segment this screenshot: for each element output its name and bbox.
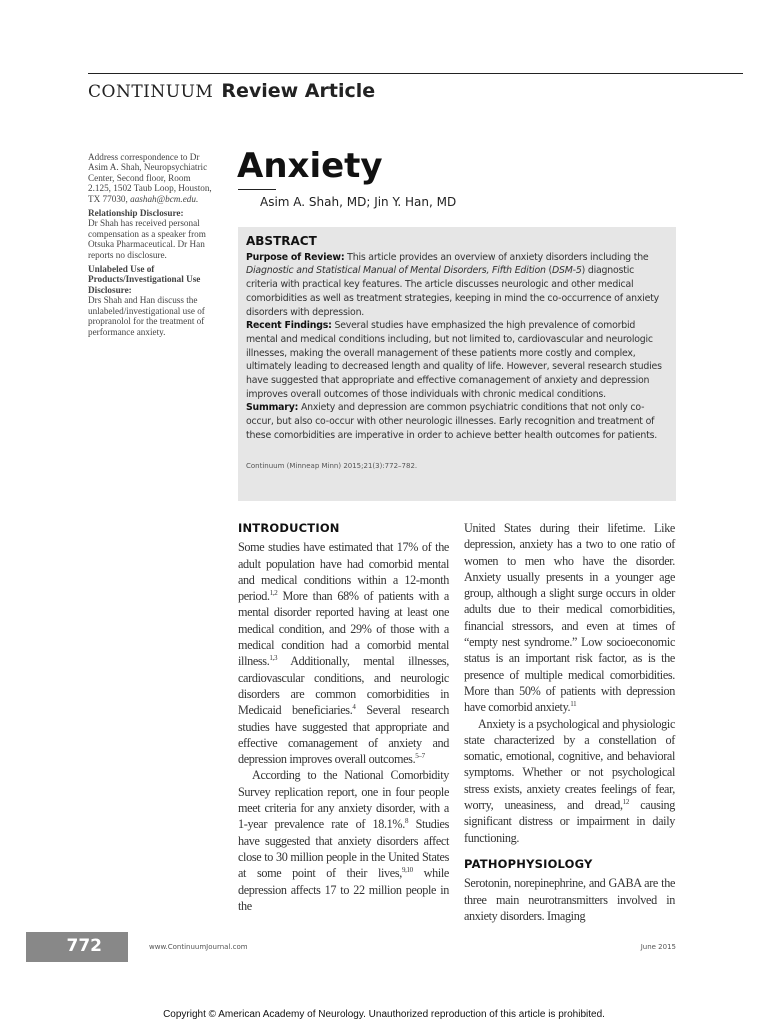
relationship-text: Dr Shah has received personal compensation as a speaker from Otsuka Pharmaceutical. Dr Han reports no disclosure. [88,218,206,260]
findings-label: Recent Findings: [246,320,332,332]
intro-paragraph-3 [464,716,675,846]
p1-text-d: Several research studies have suggested that appropriate and effective comanagement of anxiety and depression improves overall outcomes. [238,703,449,767]
page-number: 772 [66,936,102,956]
p3-text-b: causing significant distress or impairment in daily functioning. [464,798,675,845]
purpose-label: Purpose of Review: [246,251,345,263]
unlabeled-text: Drs Shah and Han discuss the unlabeled/investigational use of propranolol for the treatment of performance anxiety. [88,295,205,337]
introduction-heading: INTRODUCTION [238,521,340,535]
pathophysiology-paragraph: Serotonin, norepinephrine, and GABA are the three main neurotransmitters involved in anxiety disorders. Imaging [464,876,675,923]
summary-text: Anxiety and depression are common psychiatric conditions that not only co-occur, but also co-occur with other neurologic illnesses. Early recognition and treatment of these comorbidities are imperative in order to achieve better health outcomes for patients. [246,402,658,441]
article-authors: Asim A. Shah, MD; Jin Y. Han, MD [260,195,457,209]
summary-label: Summary: [246,402,299,414]
correspondence-email[interactable]: aashah@bcm.edu. [130,193,199,204]
ref-4[interactable]: 4 [352,703,356,712]
publication-date: June 2015 [640,943,676,951]
purpose-manual-title: Diagnostic and Statistical Manual of Mental Disorders, Fifth Edition [246,265,546,277]
purpose-dsm: DSM-5 [551,265,582,277]
copyright-notice: Copyright © American Academy of Neurology. Unauthorized reproduction of this article is prohibited. [163,1009,605,1020]
ref-1-3[interactable]: 1,3 [269,654,278,663]
ref-8[interactable]: 8 [404,817,409,826]
p1-text-a: Some studies have estimated that 17% of the adult population have had comorbid mental and medical conditions within a 12-month period. [238,540,449,604]
findings-text: Several studies have emphasized the high prevalence of comorbid mental and medical conditions including, but not limited to, cardiovascular and neurologic illnesses, making the overall management of these patients more costly and complex, ultimately leading to decreased length and quality of life. However, several research studies have suggested that appropriate and effective comanagement of anxiety and depression improves overall outcomes of those individuals with chronic medical conditions. [246,320,662,400]
ref-11[interactable]: 11 [570,700,577,709]
pathophysiology-heading: PATHOPHYSIOLOGY [464,856,593,871]
relationship-heading: Relationship Disclosure: [88,208,184,219]
abstract-purpose [246,251,668,320]
ref-5-7[interactable]: 5–7 [415,752,425,761]
title-rule [238,189,276,190]
unlabeled-use-disclosure [88,264,214,337]
relationship-disclosure [88,208,214,260]
p2-text-a: According to the National Comorbidity Survey replication report, one in four people meet criteria for any anxiety disorder, with a 1-year prevalence rate of 18.1%. [238,768,449,832]
p1-text-b: More than 68% of patients with a mental disorder reported having at least one medical condition, and 29% of those with a medical condition had a comorbid mental illness. [238,589,449,669]
p2-text-c-end: United States during their lifetime. Like depression, anxiety has a two to one ratio of women to men who have the disorder. Anxiety usually presents in a younger age group, although a slight surge occurs in older adults due to their medical comorbidities, financial stressors, and even at times of “empty nest syndrome.” Low socioeconomic status is an important risk factor, as is the presence of multiple medical comorbidities. More than 50% of patients with depression have comorbid anxiety. [464,521,675,715]
purpose-text-1: This article provides an overview of anxiety disorders including the [347,251,649,263]
correspondence [88,152,214,204]
purpose-text-3: ) diagnostic criteria with practical key features. The article discusses neurologic and other medical comorbidities as well as treatment strategies, keeping in mind the co-occurrence of anxiety disorders with depression. [246,265,660,318]
intro-paragraph-1 [238,539,449,767]
ref-12[interactable]: 12 [622,797,630,806]
abstract-findings [246,319,668,401]
journal-website[interactable]: www.ContinuumJournal.com [149,943,248,951]
abstract-citation: Continuum (Minneap Minn) 2015;21(3):772–782. [246,461,418,470]
correspondence-address: Address correspondence to Dr Asim A. Shah, Neuropsychiatric Center, Second floor, Room 2.125, 1502 Taub Loop, Houston, TX 77030, [88,152,212,204]
body-column-right [464,520,675,924]
purpose-text-2: ( [548,265,552,277]
abstract-heading: ABSTRACT [246,234,317,248]
page-number-box [26,932,128,962]
p2-text-b: Studies have suggested that anxiety disorders affect close to 30 million people in the United States at some point of their lives, [238,817,450,881]
intro-paragraph-2 [238,767,449,914]
article-title: Anxiety [237,146,383,186]
journal-name: CONTINUUM [88,82,214,102]
ref-1-2[interactable]: 1,2 [269,589,278,598]
p2-text-c-start: while depression affects 17 to 22 million people in the [238,866,449,913]
abstract-box [238,227,676,501]
p3-text-a: Anxiety is a psychological and physiologic state characterized by a constellation of somatic, emotional, cognitive, and behavioral symptoms. Whether or not psychological stress exists, anxiety creates feelings of fear, worry, uneasiness, and dread, [464,716,675,813]
abstract-summary [246,401,668,442]
body-column-left [238,520,449,914]
intro-paragraph-2-cont [464,520,675,716]
p1-text-c: Additionally, mental illnesses, cardiovascular conditions, and neurologic disorders are common comorbidities in Medicaid beneficiaries. [238,654,449,718]
article-type: Review Article [221,80,376,102]
header-rule [88,73,743,74]
journal-header [88,80,375,102]
unlabeled-heading: Unlabeled Use of Products/Investigational Use Disclosure: [88,264,201,295]
sidebar-notes [88,152,214,341]
ref-9-10[interactable]: 9,10 [401,866,413,875]
